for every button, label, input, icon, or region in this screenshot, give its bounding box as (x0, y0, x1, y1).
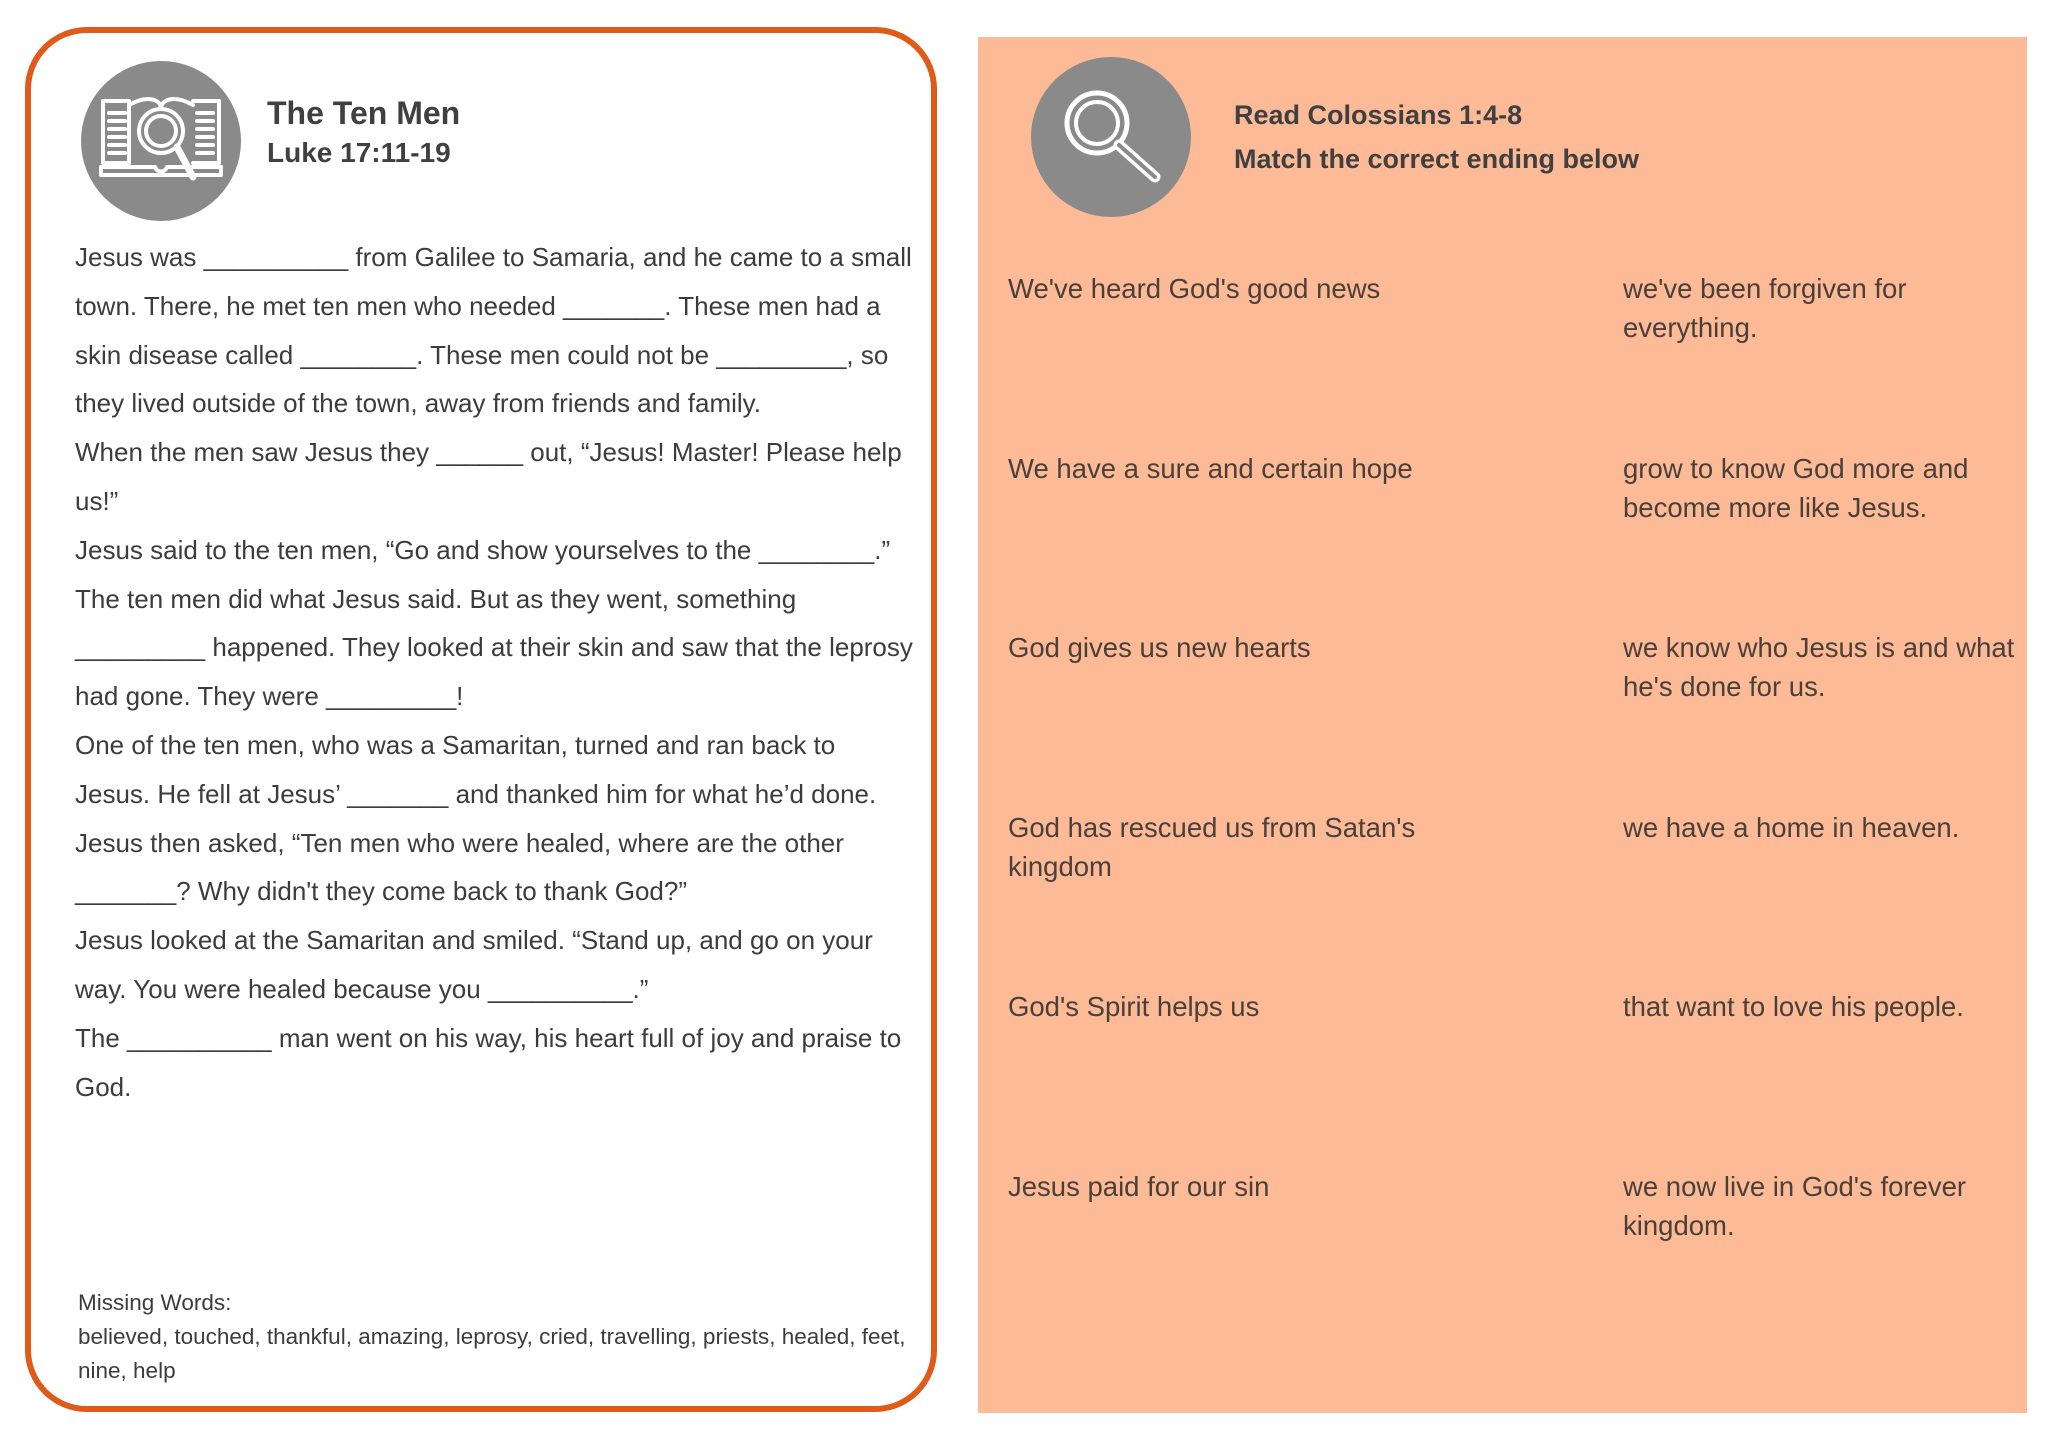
missing-words-label: Missing Words: (78, 1290, 232, 1315)
story-paragraph: Jesus said to the ten men, “Go and show yourselves to the ________.” (75, 534, 891, 565)
story-reference: Luke 17:11-19 (267, 137, 451, 168)
story-title: The Ten Men (267, 95, 461, 131)
match-start-item[interactable]: We have a sure and certain hope (1008, 453, 1413, 484)
match-start-item[interactable]: God's Spirit helps us (1008, 991, 1260, 1022)
match-start-item[interactable]: God has rescued us from Satan's kingdom (1008, 812, 1416, 882)
book-magnifier-icon (81, 61, 241, 221)
matching-panel (978, 37, 2027, 1413)
instruction-read: Read Colossians 1:4-8 (1234, 100, 1523, 130)
missing-words-box (78, 1286, 918, 1388)
match-ending-item[interactable]: we have a home in heaven. (1623, 812, 1960, 843)
story-text (75, 233, 915, 1111)
story-card (25, 27, 937, 1412)
story-paragraph: The ten men did what Jesus said. But as they went, something _________ happened. They looked at their skin and saw that the leprosy had gone. They were _________! (75, 583, 913, 712)
match-ending-item[interactable]: grow to know God more and become more like Jesus. (1623, 453, 1969, 523)
story-paragraph: When the men saw Jesus they ______ out, “Jesus! Master! Please help us!” (75, 437, 902, 516)
story-paragraph: Jesus was __________ from Galilee to Samaria, and he came to a small town. There, he met ten men who needed _______. These men had a skin disease called ________. These men could not be _________, so they lived outside of the town, away from friends and family. (75, 242, 912, 419)
story-paragraph: Jesus looked at the Samaritan and smiled. “Stand up, and go on your way. You were healed because you __________.” (75, 925, 873, 1004)
match-ending-item[interactable]: that want to love his people. (1623, 991, 1964, 1022)
match-start-item[interactable]: Jesus paid for our sin (1008, 1171, 1270, 1202)
match-start-item[interactable]: God gives us new hearts (1008, 632, 1311, 663)
story-paragraph: Jesus then asked, “Ten men who were healed, where are the other _______? Why didn't they come back to thank God?” (75, 827, 844, 907)
match-ending-item[interactable]: we've been forgiven for everything. (1623, 273, 1907, 343)
match-ending-item[interactable]: we now live in God's forever kingdom. (1623, 1171, 1967, 1241)
match-start-item[interactable]: We've heard God's good news (1008, 273, 1381, 304)
missing-words-list: believed, touched, thankful, amazing, leprosy, cried, travelling, priests, healed, feet, nine, help (78, 1324, 906, 1383)
magnifying-glass-icon (1031, 57, 1191, 217)
story-paragraph: The __________ man went on his way, his heart full of joy and praise to God. (75, 1022, 902, 1102)
instruction-match: Match the correct ending below (1234, 144, 1640, 174)
story-paragraph: One of the ten men, who was a Samaritan, turned and ran back to Jesus. He fell at Jesus’ _______ and thanked him for what he’d done. (75, 729, 877, 809)
match-ending-item[interactable]: we know who Jesus is and what he's done for us. (1623, 632, 2015, 702)
